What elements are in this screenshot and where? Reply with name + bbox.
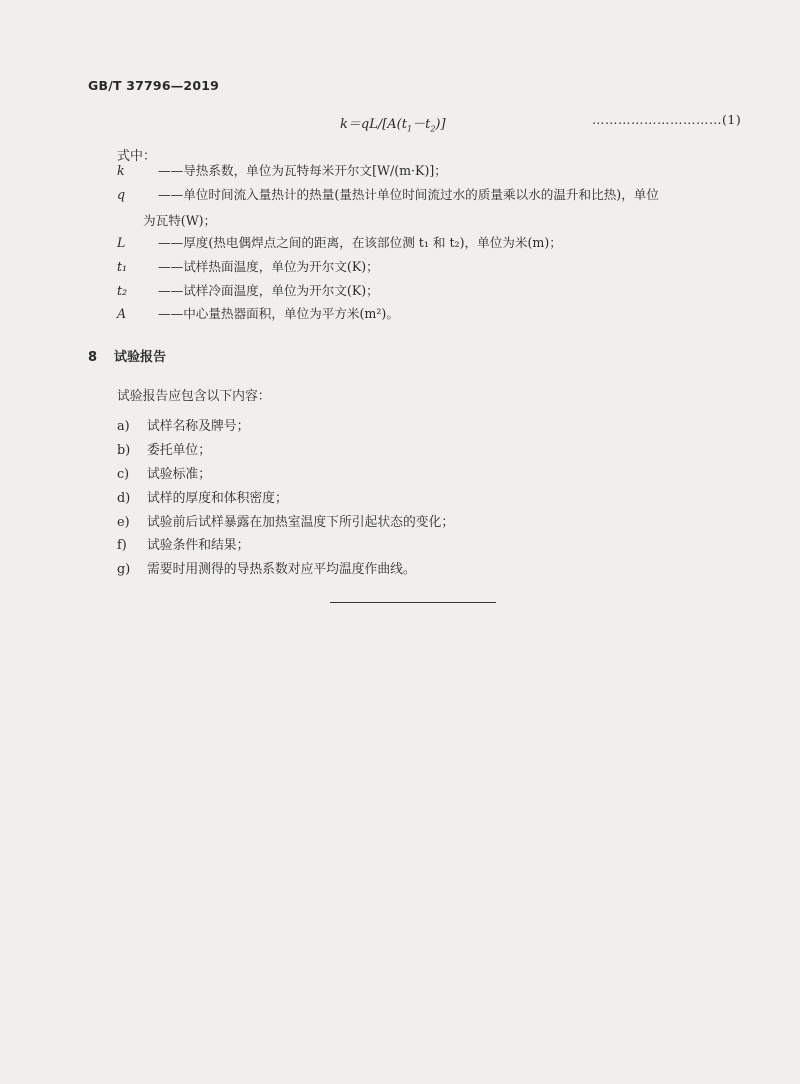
list-item-label: a) xyxy=(117,419,130,434)
list-item-label: f) xyxy=(117,538,127,553)
list-item-text: 试样名称及牌号； xyxy=(147,419,250,434)
formula-1 xyxy=(340,113,446,134)
list-item-text: 试验前后试样暴露在加热室温度下所引起状态的变化； xyxy=(147,515,455,530)
variable-description: ——导热系数，单位为瓦特每米开尔文[W/(m·K)]； xyxy=(158,163,447,178)
list-item xyxy=(117,463,211,482)
formula-sub-1: 1 xyxy=(406,124,413,134)
list-item-label: c) xyxy=(117,467,130,482)
variable-symbol: A xyxy=(117,306,127,321)
variable-description: ——试样冷面温度，单位为开尔文(K)； xyxy=(158,283,379,298)
list-item-text: 试验标准； xyxy=(147,467,211,482)
list-item xyxy=(117,487,288,506)
section-title: 试验报告 xyxy=(114,350,167,365)
list-item-text: 试样的厚度和体积密度； xyxy=(147,491,288,506)
section-heading xyxy=(88,346,166,365)
section-intro: 试验报告应包含以下内容： xyxy=(117,389,271,404)
list-item xyxy=(117,534,249,553)
variable-symbol: t₁ xyxy=(117,259,128,274)
formula-sub-2: 2 xyxy=(430,124,436,134)
list-item xyxy=(117,439,211,458)
formula-minus: －t xyxy=(412,117,431,132)
list-item xyxy=(117,558,416,577)
list-item-label: e) xyxy=(117,515,130,530)
variable-symbol: q xyxy=(117,187,126,202)
where-label: 式中： xyxy=(117,149,157,164)
variable-symbol: L xyxy=(117,235,126,250)
variable-description: ——试样热面温度，单位为开尔文(K)； xyxy=(158,259,379,274)
variable-description: ——中心量热器面积，单位为平方米(m²)。 xyxy=(158,306,399,321)
list-item xyxy=(117,511,454,530)
list-item-label: b) xyxy=(117,443,131,458)
list-item-label: g) xyxy=(117,562,131,577)
equation-number: …………………………(1) xyxy=(592,112,742,127)
list-item-text: 需要时用测得的导热系数对应平均温度作曲线。 xyxy=(147,562,416,577)
formula-rhs-suffix: )] xyxy=(435,117,446,132)
variable-symbol: k xyxy=(117,163,125,178)
section-number: 8 xyxy=(88,350,98,365)
list-item-text: 委托单位； xyxy=(147,443,211,458)
list-item-label: d) xyxy=(117,491,131,506)
end-rule-divider xyxy=(330,602,496,603)
variable-symbol: t₂ xyxy=(117,283,128,298)
formula-rhs-prefix: ＝qL/[A(t xyxy=(347,117,407,132)
variable-description: ——厚度(热电偶焊点之间的距离，在该部位测 t₁ 和 t₂)，单位为米(m)； xyxy=(158,235,562,250)
formula-lhs: k xyxy=(340,117,348,132)
list-item xyxy=(117,415,249,434)
standard-code: GB/T 37796—2019 xyxy=(88,78,220,93)
list-item-text: 试验条件和结果； xyxy=(147,538,250,553)
variable-description-continued: 为瓦特(W)； xyxy=(143,213,217,228)
variable-description: ——单位时间流入量热计的热量(量热计单位时间流过水的质量乘以水的温升和比热)，单位 xyxy=(158,187,659,202)
